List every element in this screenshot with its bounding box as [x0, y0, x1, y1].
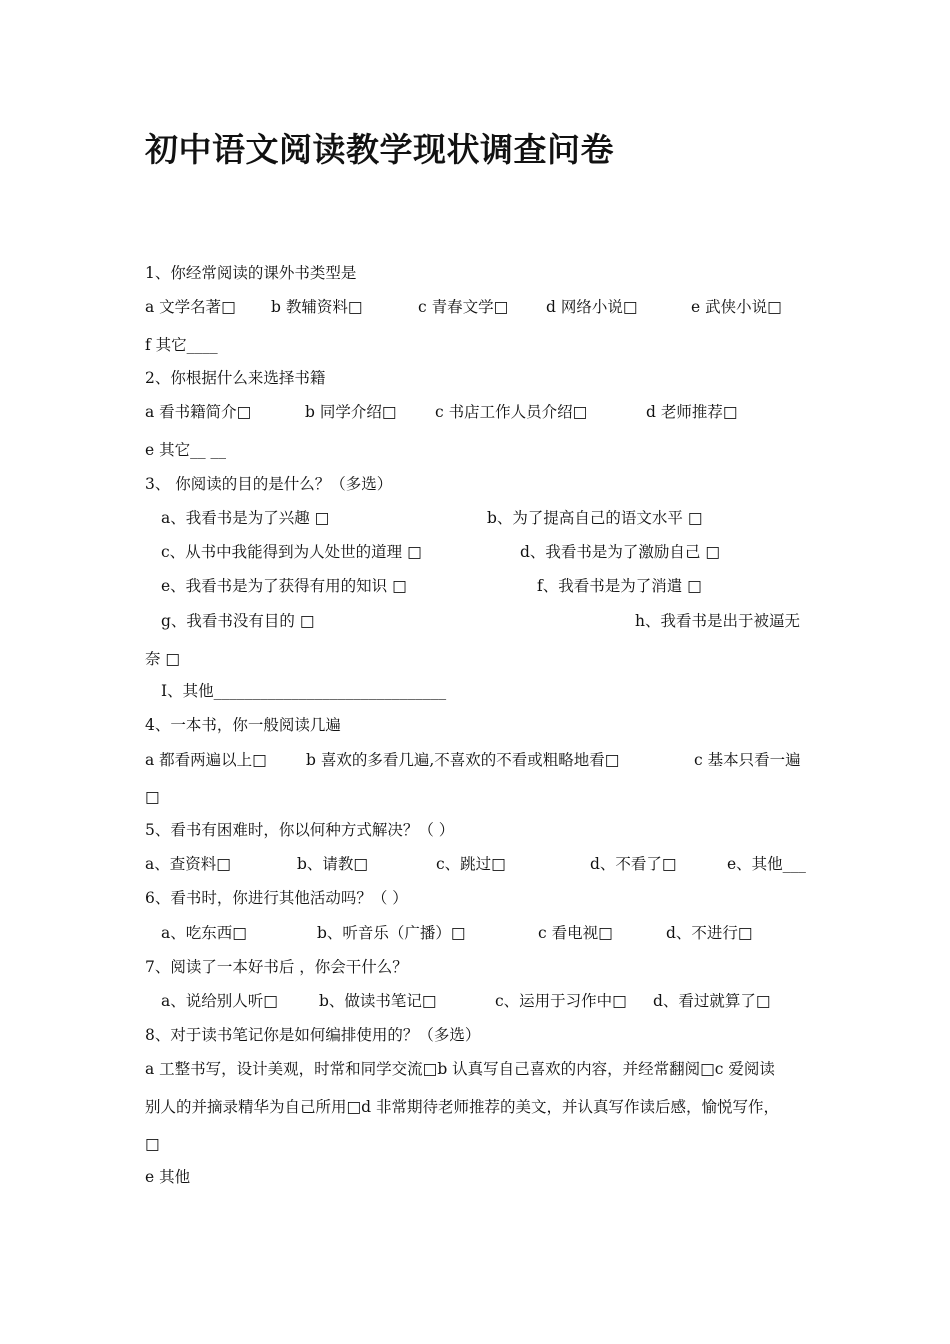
question-2: 2、你根据什么来选择书籍	[145, 369, 326, 387]
page-title: 初中语文阅读教学现状调查问卷	[145, 130, 614, 169]
q5-option-c[interactable]: c、跳过□	[436, 855, 506, 873]
q7-option-a[interactable]: a、说给别人听□	[161, 992, 278, 1010]
question-5: 5、看书有困难时，你以何种方式解决？（ ）	[145, 821, 455, 839]
q8-option-e[interactable]: e 其他	[145, 1168, 191, 1186]
q1-option-b[interactable]: b 教辅资料□	[271, 298, 363, 316]
question-6: 6、看书时，你进行其他活动吗？（ ）	[145, 889, 408, 907]
q8-options-line-1[interactable]: a 工整书写，设计美观，时常和同学交流□b 认真写自己喜欢的内容，并经常翻阅□c 爱阅读	[145, 1060, 775, 1078]
q5-option-e[interactable]: e、其他___	[727, 855, 806, 873]
q1-option-e[interactable]: e 武侠小说□	[691, 298, 782, 316]
q7-option-c[interactable]: c、运用于习作中□	[495, 992, 627, 1010]
q3-option-h-continued[interactable]: 奈 □	[145, 650, 181, 668]
q6-option-b[interactable]: b、听音乐（广播）□	[317, 924, 466, 942]
question-8: 8、对于读书笔记你是如何编排使用的？（多选）	[145, 1026, 481, 1044]
q4-option-b[interactable]: b 喜欢的多看几遍,不喜欢的不看或粗略地看□	[306, 751, 620, 769]
q1-option-f[interactable]: f 其它____	[145, 336, 218, 354]
q4-option-a[interactable]: a 都看两遍以上□	[145, 751, 267, 769]
q3-option-d[interactable]: d、我看书是为了激励自己 □	[520, 543, 720, 561]
q5-option-a[interactable]: a、查资料□	[145, 855, 231, 873]
q2-option-e[interactable]: e 其它__ __	[145, 441, 227, 459]
q3-option-a[interactable]: a、我看书是为了兴趣 □	[161, 509, 330, 527]
q3-option-c[interactable]: c、从书中我能得到为人处世的道理 □	[161, 543, 422, 561]
q2-option-d[interactable]: d 老师推荐□	[646, 403, 738, 421]
q5-option-d[interactable]: d、不看了□	[590, 855, 677, 873]
q7-option-b[interactable]: b、做读书笔记□	[319, 992, 437, 1010]
question-1: 1、你经常阅读的课外书类型是	[145, 264, 357, 282]
q2-option-a[interactable]: a 看书籍简介□	[145, 403, 252, 421]
q2-option-b[interactable]: b 同学介绍□	[305, 403, 397, 421]
question-4: 4、一本书，你一般阅读几遍	[145, 716, 341, 734]
q1-option-d[interactable]: d 网络小说□	[546, 298, 638, 316]
q3-option-f[interactable]: f、我看书是为了消遣 □	[537, 577, 702, 595]
q3-option-i[interactable]: I、其他______________________________	[161, 682, 447, 700]
q6-option-d[interactable]: d、不进行□	[666, 924, 753, 942]
q6-option-a[interactable]: a、吃东西□	[161, 924, 247, 942]
q7-option-d[interactable]: d、看过就算了□	[653, 992, 771, 1010]
q6-option-c[interactable]: c 看电视□	[538, 924, 613, 942]
q3-option-g[interactable]: g、我看书没有目的 □	[161, 612, 315, 630]
q1-option-c[interactable]: c 青春文学□	[418, 298, 509, 316]
q5-option-b[interactable]: b、请教□	[297, 855, 369, 873]
q8-options-line-2[interactable]: 别人的并摘录精华为自己所用□d 非常期待老师推荐的美文，并认真写作读后感，愉悦写作，	[145, 1098, 779, 1116]
q3-option-b[interactable]: b、为了提高自己的语文水平 □	[487, 509, 703, 527]
q1-option-a[interactable]: a 文学名著□	[145, 298, 236, 316]
q2-option-c[interactable]: c 书店工作人员介绍□	[435, 403, 588, 421]
q8-option-d-checkbox[interactable]: □	[145, 1135, 160, 1153]
question-7: 7、阅读了一本好书后 ，你会干什么？	[145, 958, 408, 976]
question-3: 3、 你阅读的目的是什么？（多选）	[145, 475, 393, 493]
q3-option-h[interactable]: h、我看书是出于被逼无	[635, 612, 800, 630]
q3-option-e[interactable]: e、我看书是为了获得有用的知识 □	[161, 577, 407, 595]
q4-option-c[interactable]: c 基本只看一遍	[694, 751, 801, 769]
q4-option-c-checkbox[interactable]: □	[145, 788, 160, 806]
